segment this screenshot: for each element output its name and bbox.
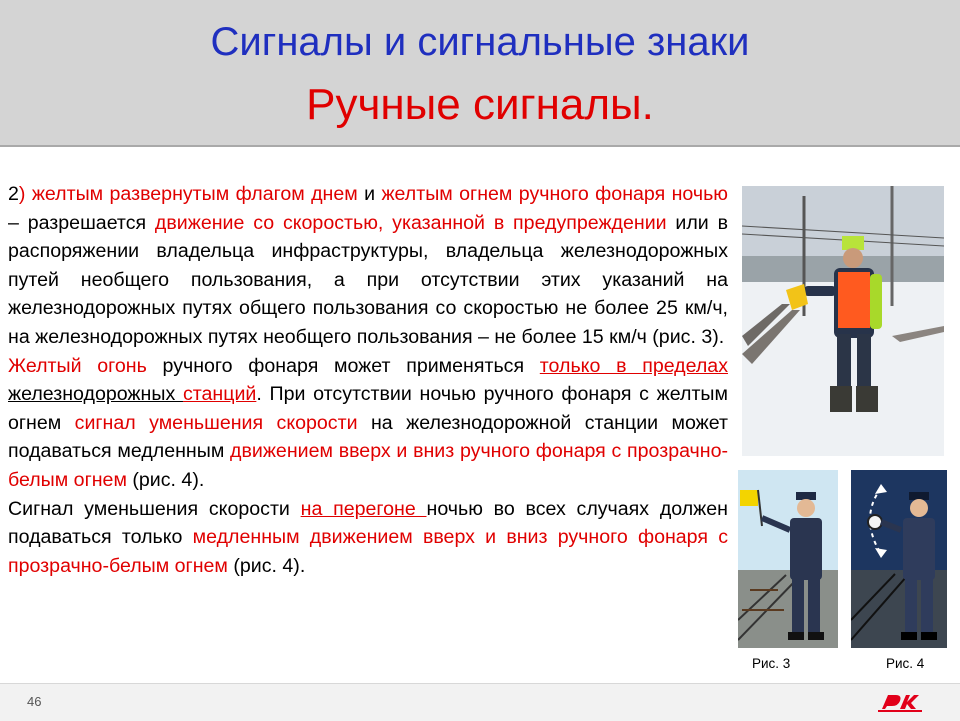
text-run-highlight-underlined: только в пределах [539, 354, 728, 377]
rzd-logo [876, 689, 926, 715]
text-run-highlight-underlined: на перегоне [300, 497, 427, 520]
text-run: ночью во всех случаях должен подаваться только [8, 497, 728, 549]
text-run: . При отсутствии ночью ручного фонаря с желтым огнем [8, 383, 728, 434]
text-run: или в распоряжении владельца инфраструктуры, владельца железнодорожных путей необщего пользования, а при отсутствии этих указаний на железнодорожных путях общего пользования со скоростью не более 25 км/ч, на железнодорожных путях необщего пользования – не более 15 км/ч (рис. 3). [8, 211, 728, 348]
text-run-underlined: железнодорожных [8, 383, 183, 406]
paragraph-2 [8, 352, 728, 495]
slide-title: Сигналы и сигнальные знаки [210, 20, 750, 64]
figure-4-illustration [851, 470, 947, 648]
text-run-highlight: Желтый огонь [8, 354, 147, 377]
slide-subtitle: Ручные сигналы. [306, 80, 654, 129]
text-run: – разрешается [8, 211, 155, 234]
slide-header [0, 0, 960, 147]
text-run: (рис. 4). [227, 554, 306, 577]
text-run: Сигнал уменьшения скорости [8, 497, 301, 520]
text-run-highlight: движение со скоростью, указанной в предупреждении [154, 211, 667, 234]
photo-worker-with-flag [742, 186, 944, 456]
figure-3-caption: Рис. 3 [752, 656, 791, 671]
text-run: на железнодорожной станции может подаваться медленным [8, 411, 729, 463]
figure-4-caption: Рис. 4 [886, 656, 925, 671]
text-run-highlight: медленным движением вверх и вниз ручного фонаря с прозрачно-белым огнем [8, 526, 728, 577]
paragraph-3 [8, 495, 728, 581]
text-run-highlight: сигнал уменьшения скорости [74, 411, 358, 434]
body-text [8, 180, 728, 580]
text-run: и [364, 183, 382, 205]
text-run: ручного фонаря может применяться [146, 354, 540, 377]
slide-footer [0, 683, 960, 721]
text-run: 2 [8, 183, 19, 205]
text-run-highlight-underlined: станций [182, 383, 257, 406]
text-run-highlight: движением вверх и вниз ручного фонаря с прозрачно-белым огнем [8, 440, 729, 491]
paragraph-1 [8, 180, 728, 352]
text-run: (рис. 4). [126, 468, 205, 491]
text-run-highlight: ) желтым развернутым флагом днем [18, 183, 365, 205]
text-run-highlight: желтым огнем ручного фонаря ночью [381, 183, 728, 205]
page-number: 46 [27, 694, 42, 709]
figure-3-illustration [738, 470, 838, 648]
